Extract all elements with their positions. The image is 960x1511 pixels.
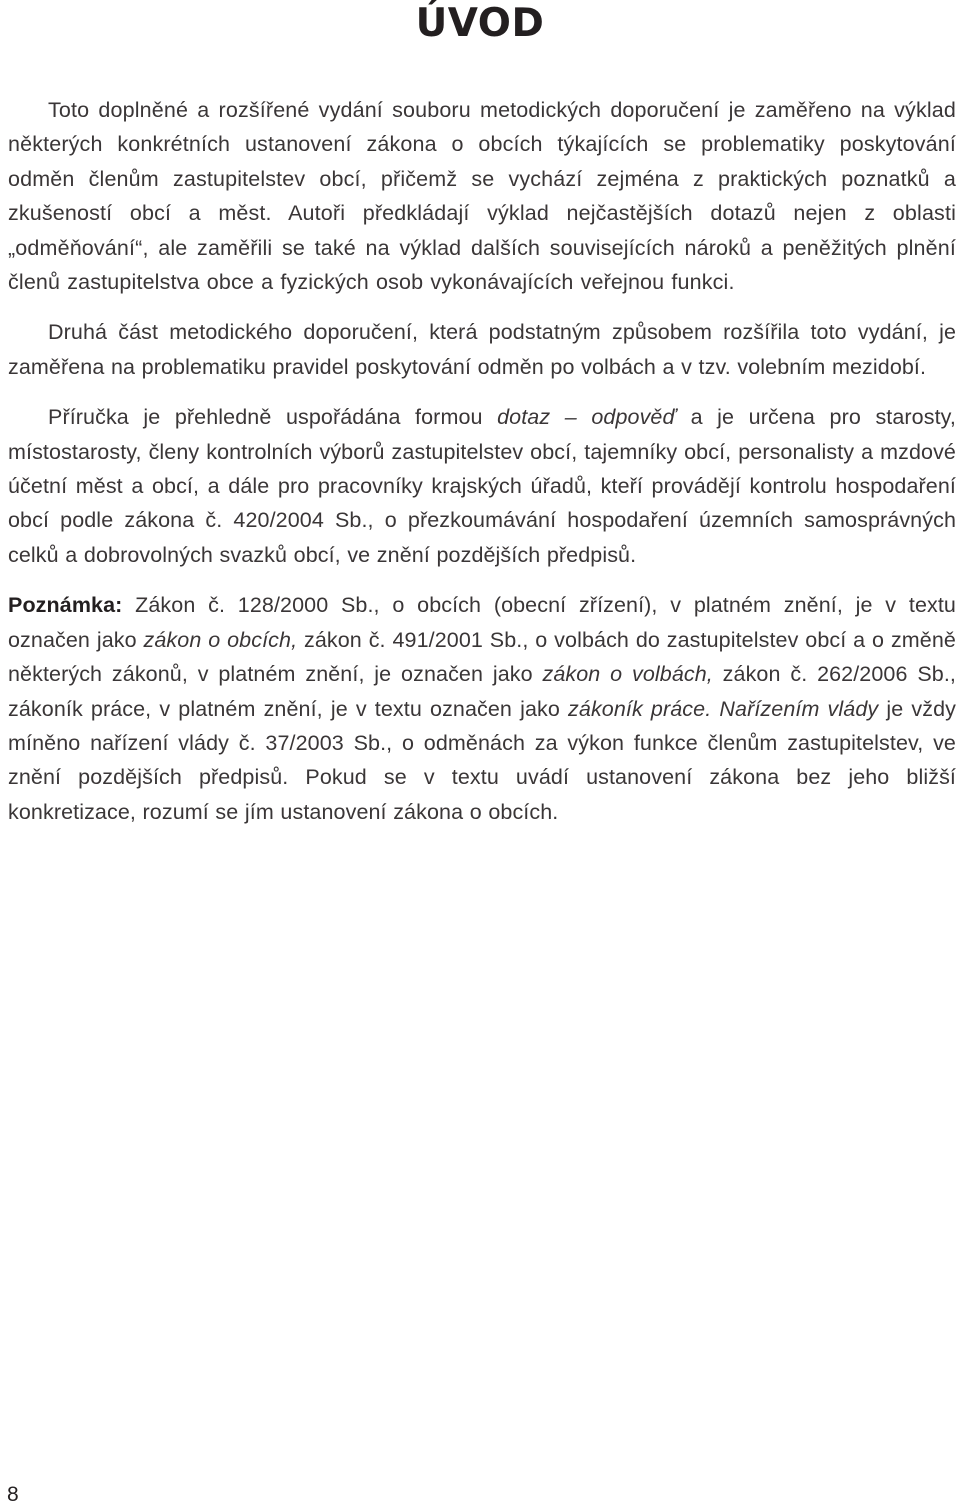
note-italic-zakonik-prace: zákoník práce. [568, 696, 712, 721]
note-text-1: Zákon č. 128/2000 Sb., o obcích (obecní zřízení), v platném znění, je v textu označen jako [8, 593, 956, 652]
handbook-paragraph [8, 400, 956, 572]
handbook-text-2: a je určena pro starosty, místostarosty, členy kontrolních výborů zastupitelstev obcí, tajemníky obcí, personalisty a mzdové účetní měst a obcí, a dále pro pracovníky krajských úřadů, kteří provádějí kontrolu hospodaření obcí podle zákona č. 420/2004 Sb., o přezkoumávání hospodaření územních samosprávných celků a dobrovolných svazků obcí, ve znění pozdějších předpisů. [8, 405, 956, 567]
page-title: ÚVOD [415, 1, 545, 46]
handbook-italic-format: dotaz – odpověď [497, 405, 677, 430]
note-text-2: zákon č. 491/2001 Sb., o volbách do zastupitelstev obcí a o změně některých zákonů, v platném znění, je označen jako [8, 627, 956, 687]
page-number: 8 [7, 1483, 19, 1506]
note-italic-narizeni-vlady: Nařízením vlády [719, 696, 879, 721]
second-part-paragraph: Druhá část metodického doporučení, která podstatným způsobem rozšířila toto vydání, je zaměřena na problematiku pravidel poskytování odměn po volbách a v tzv. volebním mezidobí. [8, 320, 956, 379]
intro-paragraph: Toto doplněné a rozšířené vydání souboru metodických doporučení je zaměřeno na výklad některých konkrétních ustanovení zákona o obcích týkajících se problematiky poskytování odměn členům zastupitelstev obcí, přičemž se vychází zejména z praktických poznatků a zkušeností obcí a měst. Autoři předkládají výklad nejčastějších dotazů nejen z oblasti „odměňování“, ale zaměřili se také na výklad dalších souvisejících nároků a peněžitých plnění členů zastupitelstva obce a fyzických osob vykonávajících veřejnou funkci. [8, 98, 956, 295]
note-italic-zakon-o-volbach: zákon o volbách, [542, 662, 713, 687]
note-paragraph [8, 588, 956, 829]
note-text-5: je vždy míněno nařízení vlády č. 37/2003 Sb., o odměnách za výkon funkce členům zastupitelstev, ve znění pozdějších předpisů. Pokud se v textu uvádí ustanovení zákona bez jeho bližší konkretizace, rozumí se jím ustanovení zákona o obcích. [8, 696, 956, 824]
handbook-text-1: Příručka je přehledně uspořádána formou [48, 405, 498, 430]
note-italic-zakon-o-obcich: zákon o obcích, [143, 627, 298, 652]
note-label: Poznámka: [8, 593, 123, 618]
note-text-3: zákon č. 262/2006 Sb., zákoník práce, v platném znění, je v textu označen jako [8, 662, 956, 721]
body-text [8, 93, 956, 845]
